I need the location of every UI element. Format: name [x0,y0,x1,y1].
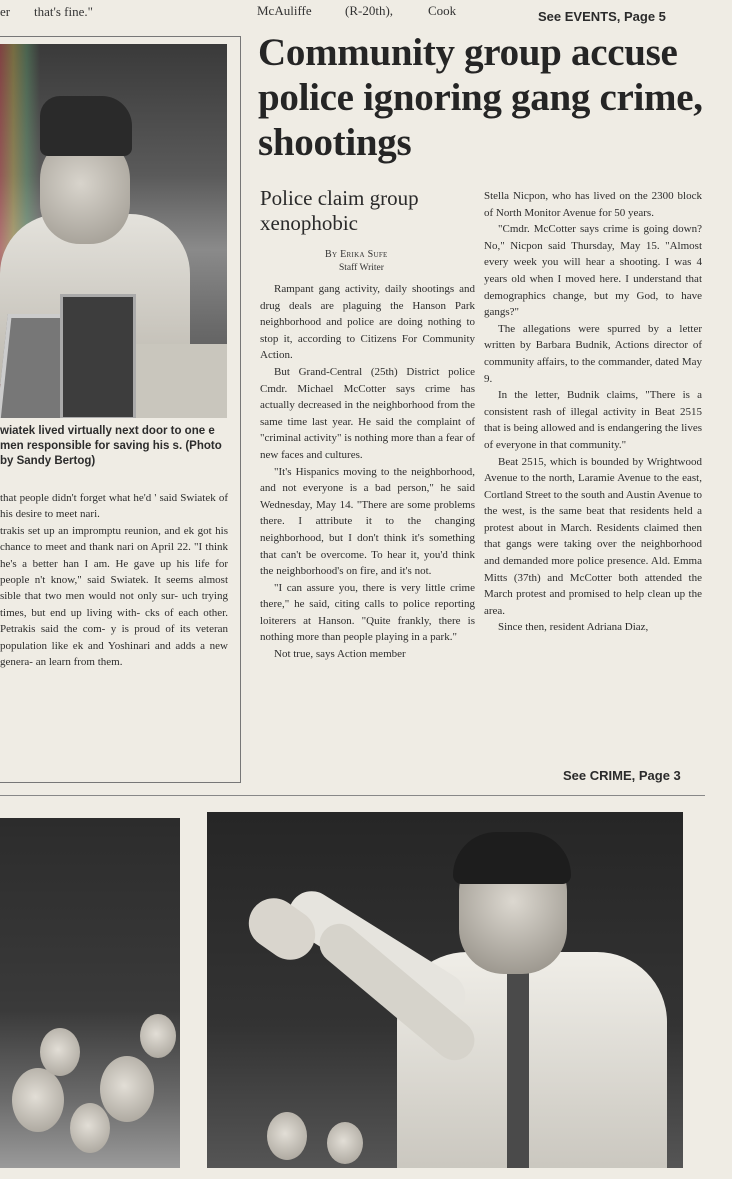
right-paragraph: In the letter, Budnik claims, "There is a consistent rash of illegal activity in Beat 2515 that is being allowed and is endangering the lives of everyone in that community." [484,389,702,451]
top-center-text-1: McAuliffe [257,3,312,18]
man-gesturing-photo [207,812,683,1168]
left-paragraph: that people didn't forget what he'd ' said Swiatek of his desire to meet nari. [0,492,228,521]
left-column [0,490,228,670]
veteran-photo [0,44,227,418]
byline-title: Staff Writer [339,263,384,273]
section-rule [0,795,705,796]
left-paragraph: trakis set up an impromptu reunion, and ek got his chance to meet and thank nari on April 22. "I think he's a better han I am. He gave up his life for people n't know," said Swiatek. It seems almost sible that two men would not only sur- uch trying times, but end up living with- cks of each other. Petrakis said the com- y is proud of its veteran population like ek and Yoshinari and adds a new genera- an learn from them. [0,524,228,669]
mid-paragraph: "I can assure you, there is very little crime there," he said, citing calls to police reporting loiterers at Hanson. "Quite frankly, there is nothing more than people playing in a park." [260,581,475,644]
byline: By Erika Sufe [325,249,388,260]
right-paragraph: Since then, resident Adriana Diaz, [498,621,649,634]
children-photo [0,818,180,1168]
right-paragraph: The allegations were spurred by a letter written by Barbara Budnik, Actions director of community affairs, to the commander, dated May 9. [484,322,702,385]
mid-paragraph: Rampant gang activity, daily shootings and drug deals are plaguing the Hanson Park neighborhood and police are doing nothing to stop it, according to Citizens For Community Action. [260,283,475,362]
photo-caption: wiatek lived virtually next door to one e men responsible for saving his s. (Photo by Sandy Bertog) [0,425,222,467]
middle-column [260,281,475,663]
top-left-fragment-2: that's fine." [34,4,93,19]
right-paragraph: Beat 2515, which is bounded by Wrightwood Avenue to the north, Laramie Avenue to the east, Cortland Street to the south and Austin Avenue to the west, is the same beat that residents held a protest about in March. Residents claimed then that gangs were taking over the neighborhood and demanded more police presence. Ald. Emma Mitts (37th) and McCotter both attended the March protest and promised to help clean up the area. [484,455,702,617]
mid-paragraph: "It's Hispanics moving to the neighborhood, and not everyone is a bad person," he said Wednesday, May 14. "There are some problems there. I attribute it to the changing neighborhood, but I don't think it's something that can't be overcome. To hear it, you'd think the neighborhood's on fire, and it's not. [260,465,475,578]
headline: Community group accuse police ignoring gang crime, shootings [258,31,703,164]
see-events-jump: See EVENTS, Page 5 [538,9,666,24]
right-column [484,188,702,636]
mid-paragraph: Not true, says Action member [274,648,406,661]
mid-paragraph: But Grand-Central (25th) District police Cmdr. Michael McCotter says crime has actually decreased in the neighborhood from the same time last year. He said the complaint of "criminal activity" is nothing more than a fear of new faces and cultures. [260,365,475,461]
right-paragraph: "Cmdr. McCotter says crime is going down? No," Nicpon said Thursday, May 15. "Almost every week you will hear a shooting. I was 4 years old when I moved here. I understand that demographics change, but my God, to have gangs?" [484,223,702,319]
right-paragraph: Stella Nicpon, who has lived on the 2300 block of North Monitor Avenue for 50 years. [484,190,702,219]
top-center-text-3: Cook [428,3,457,18]
top-center-text-2: (R-20th), [345,3,394,18]
top-left-fragment-1: er [0,4,11,19]
see-crime-jump: See CRIME, Page 3 [563,768,681,783]
deck: Police claim group xenophobic [260,186,419,235]
